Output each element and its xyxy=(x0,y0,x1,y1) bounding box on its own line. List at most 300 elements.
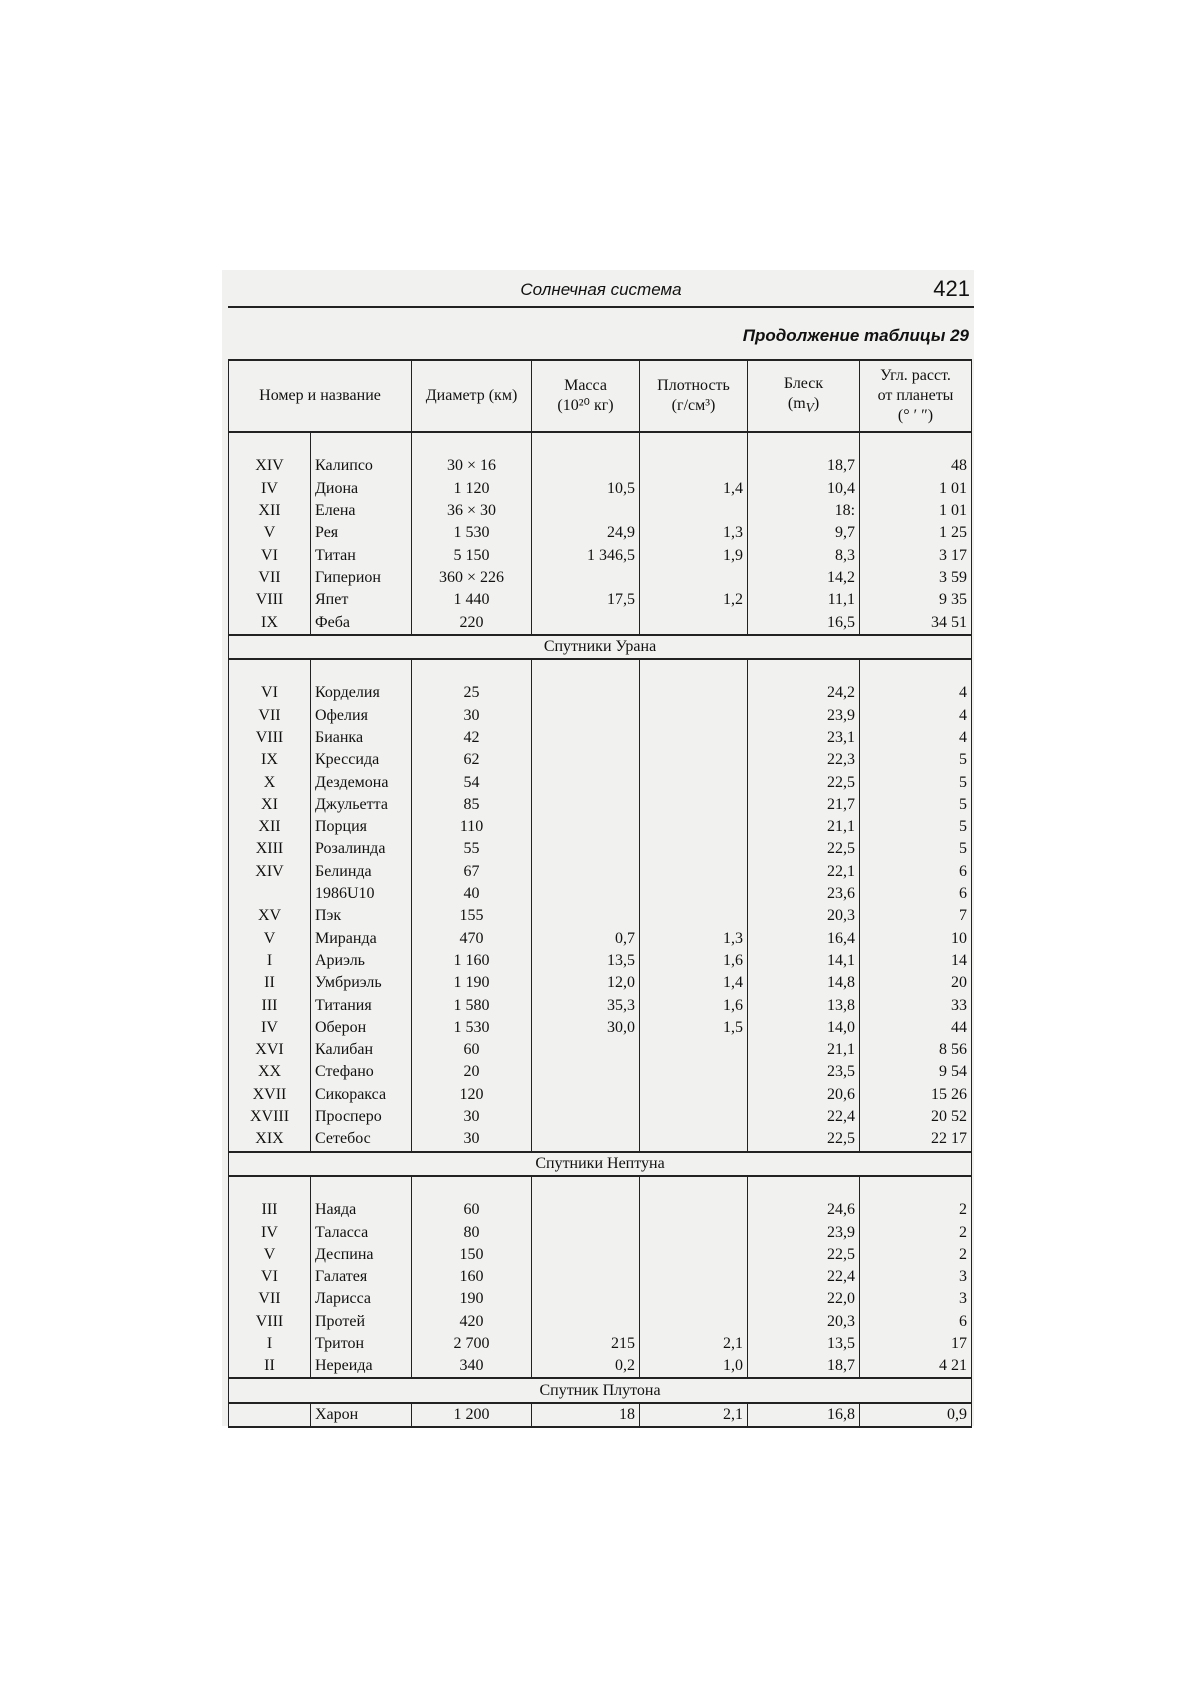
satellite-number: VII xyxy=(229,1288,311,1310)
distance-value: 3 59 xyxy=(860,567,972,589)
table-row xyxy=(229,816,972,838)
table-row xyxy=(229,478,972,500)
mass-value xyxy=(532,794,640,816)
distance-value: 20 52 xyxy=(860,1106,972,1128)
diameter-value: 2 700 xyxy=(412,1333,532,1355)
diameter-value: 60 xyxy=(412,1199,532,1221)
satellite-name: Умбриэль xyxy=(311,972,412,994)
table-row xyxy=(229,905,972,927)
satellite-number: XI xyxy=(229,794,311,816)
magnitude-value: 9,7 xyxy=(748,522,860,544)
density-value: 1,9 xyxy=(640,544,748,566)
table-row xyxy=(229,928,972,950)
satellite-number: III xyxy=(229,1199,311,1221)
distance-value: 5 xyxy=(860,816,972,838)
satellite-name: Розалинда xyxy=(311,838,412,860)
section-title-uranus: Спутники Урана xyxy=(229,635,972,659)
density-value xyxy=(640,1244,748,1266)
distance-value: 4 21 xyxy=(860,1355,972,1378)
satellite-name: Япет xyxy=(311,589,412,611)
diameter-value: 30 × 16 xyxy=(412,455,532,477)
satellite-number: II xyxy=(229,972,311,994)
table-row xyxy=(229,1017,972,1039)
satellite-name: Бианка xyxy=(311,727,412,749)
magnitude-value: 18,7 xyxy=(748,1355,860,1378)
mass-value xyxy=(532,1221,640,1243)
satellite-number: X xyxy=(229,771,311,793)
satellite-number: III xyxy=(229,994,311,1016)
table-row xyxy=(229,771,972,793)
satellite-number: VII xyxy=(229,705,311,727)
distance-value: 2 xyxy=(860,1244,972,1266)
satellite-number xyxy=(229,883,311,905)
diameter-value: 80 xyxy=(412,1221,532,1243)
satellite-name: Стефано xyxy=(311,1061,412,1083)
diameter-value: 340 xyxy=(412,1355,532,1378)
mass-value: 30,0 xyxy=(532,1017,640,1039)
magnitude-value: 22,4 xyxy=(748,1266,860,1288)
diameter-value: 160 xyxy=(412,1266,532,1288)
density-value: 1,5 xyxy=(640,1017,748,1039)
satellite-number: V xyxy=(229,928,311,950)
diameter-value: 1 530 xyxy=(412,1017,532,1039)
satellite-number: XVIII xyxy=(229,1106,311,1128)
satellites-table xyxy=(228,359,972,1428)
satellite-name: Ларисса xyxy=(311,1288,412,1310)
satellite-number: XIX xyxy=(229,1128,311,1151)
magnitude-value: 23,9 xyxy=(748,1221,860,1243)
diameter-value: 30 xyxy=(412,1128,532,1151)
diameter-value: 30 xyxy=(412,705,532,727)
density-value xyxy=(640,611,748,634)
diameter-value: 1 190 xyxy=(412,972,532,994)
diameter-value: 1 530 xyxy=(412,522,532,544)
distance-value: 4 xyxy=(860,682,972,704)
satellite-name: Офелия xyxy=(311,705,412,727)
magnitude-value: 11,1 xyxy=(748,589,860,611)
magnitude-value: 13,8 xyxy=(748,994,860,1016)
distance-value: 5 xyxy=(860,838,972,860)
magnitude-value: 22,4 xyxy=(748,1106,860,1128)
table-row xyxy=(229,1128,972,1151)
magnitude-value: 24,6 xyxy=(748,1199,860,1221)
satellite-name: Протей xyxy=(311,1311,412,1333)
density-value xyxy=(640,1199,748,1221)
distance-value: 10 xyxy=(860,928,972,950)
mass-value xyxy=(532,727,640,749)
magnitude-value: 14,2 xyxy=(748,567,860,589)
diameter-value: 1 580 xyxy=(412,994,532,1016)
magnitude-value: 20,3 xyxy=(748,905,860,927)
magnitude-value: 23,1 xyxy=(748,727,860,749)
table-row xyxy=(229,1199,972,1221)
table-row xyxy=(229,950,972,972)
table-row xyxy=(229,522,972,544)
magnitude-value: 22,5 xyxy=(748,1128,860,1151)
diameter-value: 20 xyxy=(412,1061,532,1083)
table-row xyxy=(229,1266,972,1288)
pluto-section xyxy=(229,1378,972,1402)
diameter-value: 1 160 xyxy=(412,950,532,972)
table-row xyxy=(229,1311,972,1333)
mass-value xyxy=(532,838,640,860)
table-row xyxy=(229,994,972,1016)
col-header-distance: Угл. расст. от планеты (° ′ ″) xyxy=(860,360,972,432)
mass-value xyxy=(532,1128,640,1151)
satellite-number: IV xyxy=(229,1221,311,1243)
distance-value: 5 xyxy=(860,771,972,793)
density-value xyxy=(640,905,748,927)
mass-value: 0,7 xyxy=(532,928,640,950)
mass-value xyxy=(532,1106,640,1128)
density-value xyxy=(640,883,748,905)
satellite-number: V xyxy=(229,1244,311,1266)
magnitude-value: 21,1 xyxy=(748,1039,860,1061)
satellite-name: Таласса xyxy=(311,1221,412,1243)
distance-value: 4 xyxy=(860,705,972,727)
satellite-name: Феба xyxy=(311,611,412,634)
magnitude-value: 22,1 xyxy=(748,861,860,883)
density-value xyxy=(640,567,748,589)
diameter-value: 54 xyxy=(412,771,532,793)
table-row xyxy=(229,883,972,905)
table-row xyxy=(229,544,972,566)
satellite-name: Деспина xyxy=(311,1244,412,1266)
table-row xyxy=(229,1221,972,1243)
diameter-value: 62 xyxy=(412,749,532,771)
table-row xyxy=(229,1403,972,1427)
distance-value: 2 xyxy=(860,1199,972,1221)
distance-value: 2 xyxy=(860,1221,972,1243)
mass-value xyxy=(532,883,640,905)
satellite-name: 1986U10 xyxy=(311,883,412,905)
satellite-number: IV xyxy=(229,1017,311,1039)
diameter-value: 110 xyxy=(412,816,532,838)
mass-value: 17,5 xyxy=(532,589,640,611)
satellite-name: Просперо xyxy=(311,1106,412,1128)
satellite-name: Харон xyxy=(311,1403,412,1427)
density-value: 1,0 xyxy=(640,1355,748,1378)
table-row xyxy=(229,682,972,704)
diameter-value: 220 xyxy=(412,611,532,634)
diameter-value: 36 × 30 xyxy=(412,500,532,522)
distance-value: 48 xyxy=(860,455,972,477)
mass-value xyxy=(532,1244,640,1266)
mass-value xyxy=(532,1084,640,1106)
satellite-number: XV xyxy=(229,905,311,927)
distance-value: 1 01 xyxy=(860,478,972,500)
distance-value: 1 25 xyxy=(860,522,972,544)
density-value xyxy=(640,794,748,816)
satellite-number xyxy=(229,1403,311,1427)
diameter-value: 67 xyxy=(412,861,532,883)
satellite-number: VIII xyxy=(229,1311,311,1333)
mass-value xyxy=(532,611,640,634)
density-value xyxy=(640,838,748,860)
density-value xyxy=(640,727,748,749)
distance-value: 6 xyxy=(860,883,972,905)
satellite-number: XIV xyxy=(229,455,311,477)
density-value xyxy=(640,1311,748,1333)
mass-value xyxy=(532,682,640,704)
satellite-number: IV xyxy=(229,478,311,500)
magnitude-value: 16,8 xyxy=(748,1403,860,1427)
satellite-name: Сетебос xyxy=(311,1128,412,1151)
distance-value: 9 35 xyxy=(860,589,972,611)
table-row xyxy=(229,500,972,522)
distance-value: 3 xyxy=(860,1288,972,1310)
distance-value: 33 xyxy=(860,994,972,1016)
diameter-value: 40 xyxy=(412,883,532,905)
diameter-value: 120 xyxy=(412,1084,532,1106)
magnitude-value: 21,1 xyxy=(748,816,860,838)
mass-value xyxy=(532,905,640,927)
table-caption: Продолжение таблицы 29 xyxy=(742,326,969,345)
satellite-name: Пэк xyxy=(311,905,412,927)
col-header-diameter: Диаметр (км) xyxy=(412,360,532,432)
pluto-rows xyxy=(229,1403,972,1427)
page-number: 421 xyxy=(933,276,970,301)
diameter-value: 190 xyxy=(412,1288,532,1310)
distance-value: 6 xyxy=(860,861,972,883)
mass-value: 18 xyxy=(532,1403,640,1427)
density-value: 1,3 xyxy=(640,928,748,950)
density-value: 1,6 xyxy=(640,950,748,972)
magnitude-value: 22,5 xyxy=(748,771,860,793)
satellite-number: II xyxy=(229,1355,311,1378)
diameter-value: 1 120 xyxy=(412,478,532,500)
diameter-value: 55 xyxy=(412,838,532,860)
satellite-name: Нереида xyxy=(311,1355,412,1378)
satellite-name: Калипсо xyxy=(311,455,412,477)
mass-value xyxy=(532,816,640,838)
magnitude-value: 21,7 xyxy=(748,794,860,816)
mass-value xyxy=(532,1199,640,1221)
section-title-pluto: Спутник Плутона xyxy=(229,1378,972,1402)
diameter-value: 42 xyxy=(412,727,532,749)
distance-value: 14 xyxy=(860,950,972,972)
density-value xyxy=(640,1106,748,1128)
satellite-name: Сикоракса xyxy=(311,1084,412,1106)
magnitude-value: 14,0 xyxy=(748,1017,860,1039)
table-row xyxy=(229,567,972,589)
table-row xyxy=(229,727,972,749)
magnitude-value: 13,5 xyxy=(748,1333,860,1355)
satellite-name: Гиперион xyxy=(311,567,412,589)
density-value: 1,6 xyxy=(640,994,748,1016)
table-row xyxy=(229,794,972,816)
table-row xyxy=(229,1084,972,1106)
satellite-name: Диона xyxy=(311,478,412,500)
density-value: 1,4 xyxy=(640,972,748,994)
mass-value: 0,2 xyxy=(532,1355,640,1378)
density-value xyxy=(640,705,748,727)
satellite-number: VIII xyxy=(229,589,311,611)
satellite-name: Рея xyxy=(311,522,412,544)
diameter-value: 85 xyxy=(412,794,532,816)
saturn-rows xyxy=(229,455,972,634)
distance-value: 9 54 xyxy=(860,1061,972,1083)
satellite-name: Галатея xyxy=(311,1266,412,1288)
table-row xyxy=(229,1333,972,1355)
mass-value: 35,3 xyxy=(532,994,640,1016)
satellite-name: Крессида xyxy=(311,749,412,771)
satellite-number: I xyxy=(229,1333,311,1355)
table-row xyxy=(229,455,972,477)
satellite-name: Елена xyxy=(311,500,412,522)
magnitude-value: 22,5 xyxy=(748,838,860,860)
mass-value xyxy=(532,771,640,793)
mass-value xyxy=(532,1039,640,1061)
satellite-number: VII xyxy=(229,567,311,589)
density-value xyxy=(640,500,748,522)
satellite-number: VI xyxy=(229,544,311,566)
mass-value: 13,5 xyxy=(532,950,640,972)
magnitude-value: 20,6 xyxy=(748,1084,860,1106)
running-title: Солнечная система xyxy=(520,280,682,299)
table-row xyxy=(229,589,972,611)
diameter-value: 420 xyxy=(412,1311,532,1333)
satellite-number: XII xyxy=(229,816,311,838)
magnitude-value: 23,5 xyxy=(748,1061,860,1083)
magnitude-value: 23,6 xyxy=(748,883,860,905)
diameter-value: 25 xyxy=(412,682,532,704)
col-header-density: Плотность (г/см³) xyxy=(640,360,748,432)
mass-value: 24,9 xyxy=(532,522,640,544)
satellite-name: Джульетта xyxy=(311,794,412,816)
density-value xyxy=(640,1084,748,1106)
magnitude-value: 8,3 xyxy=(748,544,860,566)
distance-value: 5 xyxy=(860,794,972,816)
density-value: 1,2 xyxy=(640,589,748,611)
satellite-number: VI xyxy=(229,1266,311,1288)
density-value: 1,4 xyxy=(640,478,748,500)
density-value xyxy=(640,1128,748,1151)
mass-value: 215 xyxy=(532,1333,640,1355)
diameter-value: 60 xyxy=(412,1039,532,1061)
mass-value xyxy=(532,455,640,477)
mass-value: 12,0 xyxy=(532,972,640,994)
diameter-value: 470 xyxy=(412,928,532,950)
diameter-value: 155 xyxy=(412,905,532,927)
distance-value: 34 51 xyxy=(860,611,972,634)
distance-value: 20 xyxy=(860,972,972,994)
table-row xyxy=(229,705,972,727)
col-header-magnitude: Блеск $(m_V)$ xyxy=(748,360,860,432)
running-header xyxy=(228,276,974,308)
distance-value: 17 xyxy=(860,1333,972,1355)
density-value xyxy=(640,749,748,771)
satellite-name: Титания xyxy=(311,994,412,1016)
satellite-name: Миранда xyxy=(311,928,412,950)
satellite-number: V xyxy=(229,522,311,544)
satellite-number: XVII xyxy=(229,1084,311,1106)
satellite-number: VI xyxy=(229,682,311,704)
uranus-rows xyxy=(229,682,972,1151)
satellite-number: XIII xyxy=(229,838,311,860)
saturn-group xyxy=(229,432,972,455)
table-row xyxy=(229,861,972,883)
satellite-name: Корделия xyxy=(311,682,412,704)
density-value xyxy=(640,1039,748,1061)
satellite-number: VIII xyxy=(229,727,311,749)
distance-value: 8 56 xyxy=(860,1039,972,1061)
distance-value: 3 xyxy=(860,1266,972,1288)
density-value: 1,3 xyxy=(640,522,748,544)
density-value xyxy=(640,861,748,883)
satellite-name: Калибан xyxy=(311,1039,412,1061)
density-value xyxy=(640,1288,748,1310)
diameter-value: 1 440 xyxy=(412,589,532,611)
diameter-value: 30 xyxy=(412,1106,532,1128)
satellite-number: IX xyxy=(229,749,311,771)
density-value xyxy=(640,682,748,704)
table-row xyxy=(229,749,972,771)
mass-value xyxy=(532,567,640,589)
satellite-number: XII xyxy=(229,500,311,522)
table-row xyxy=(229,1106,972,1128)
distance-value: 5 xyxy=(860,749,972,771)
table-row xyxy=(229,972,972,994)
mass-value: 10,5 xyxy=(532,478,640,500)
satellite-number: IX xyxy=(229,611,311,634)
density-value xyxy=(640,1221,748,1243)
density-value xyxy=(640,816,748,838)
table-row xyxy=(229,1244,972,1266)
mass-value: 1 346,5 xyxy=(532,544,640,566)
density-value xyxy=(640,771,748,793)
diameter-value: 5 150 xyxy=(412,544,532,566)
magnitude-value: 22,3 xyxy=(748,749,860,771)
mass-value xyxy=(532,705,640,727)
satellite-name: Оберон xyxy=(311,1017,412,1039)
table-row xyxy=(229,1061,972,1083)
neptune-rows xyxy=(229,1199,972,1378)
magnitude-value: 18,7 xyxy=(748,455,860,477)
satellite-name: Наяда xyxy=(311,1199,412,1221)
mass-value xyxy=(532,749,640,771)
magnitude-value: 14,8 xyxy=(748,972,860,994)
distance-value: 6 xyxy=(860,1311,972,1333)
mass-value xyxy=(532,1266,640,1288)
section-title-neptune: Спутники Нептуна xyxy=(229,1152,972,1176)
distance-value: 44 xyxy=(860,1017,972,1039)
table-row xyxy=(229,1288,972,1310)
magnitude-value: 22,5 xyxy=(748,1244,860,1266)
magnitude-value: 10,4 xyxy=(748,478,860,500)
magnitude-value: 16,4 xyxy=(748,928,860,950)
satellite-number: XX xyxy=(229,1061,311,1083)
satellite-name: Порция xyxy=(311,816,412,838)
satellite-name: Тритон xyxy=(311,1333,412,1355)
col-header-num-name: Номер и название xyxy=(229,360,412,432)
neptune-section xyxy=(229,1152,972,1200)
diameter-value: 1 200 xyxy=(412,1403,532,1427)
magnitude-value: 14,1 xyxy=(748,950,860,972)
density-value xyxy=(640,1266,748,1288)
distance-value: 4 xyxy=(860,727,972,749)
magnitude-value: 23,9 xyxy=(748,705,860,727)
distance-value: 3 17 xyxy=(860,544,972,566)
satellite-number: XVI xyxy=(229,1039,311,1061)
magnitude-value: 18: xyxy=(748,500,860,522)
distance-value: 0,9 xyxy=(860,1403,972,1427)
density-value xyxy=(640,455,748,477)
diameter-value: 360 × 226 xyxy=(412,567,532,589)
table-row xyxy=(229,1039,972,1061)
col-header-mass: Масса (10²⁰ кг) xyxy=(532,360,640,432)
magnitude-value: 20,3 xyxy=(748,1311,860,1333)
